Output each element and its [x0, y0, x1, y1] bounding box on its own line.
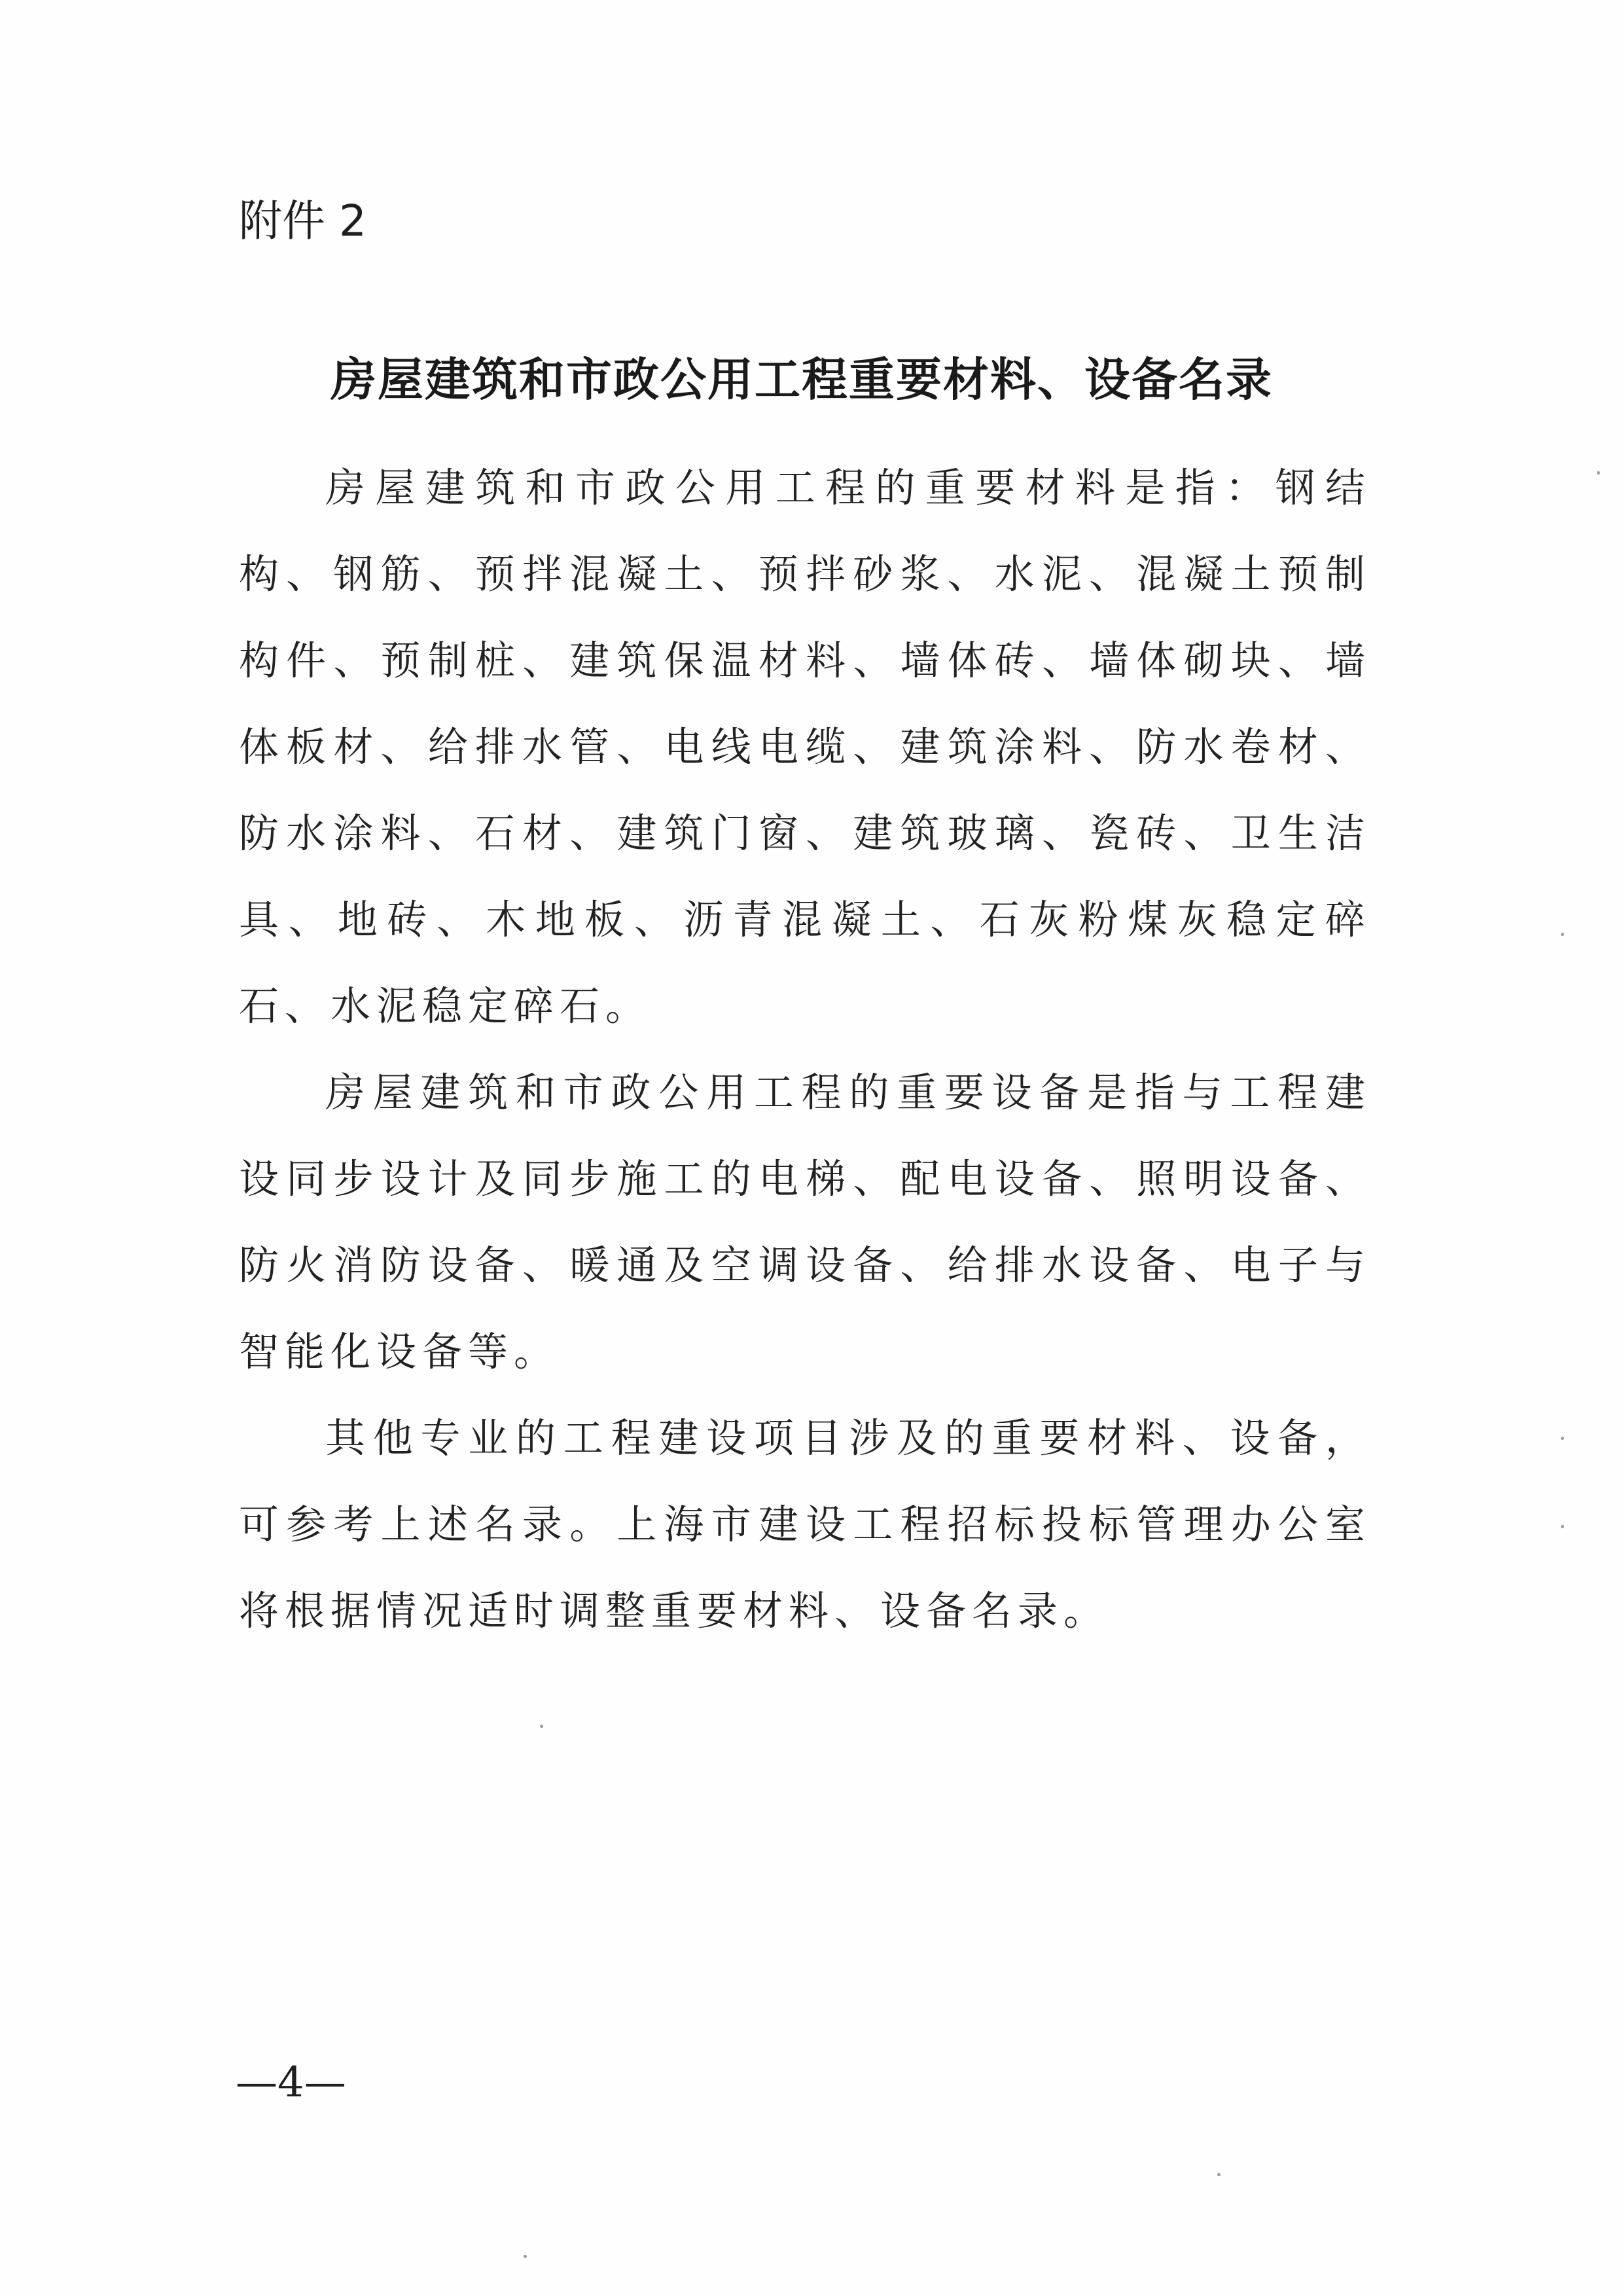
scan-speck	[1561, 1437, 1564, 1440]
page-number: —4—	[236, 2058, 346, 2107]
document-title: 房屋建筑和市政公用工程重要材料、设备名录	[330, 352, 1273, 406]
scan-speck	[1597, 471, 1600, 475]
scan-speck	[1217, 2173, 1221, 2176]
scan-speck	[524, 2255, 527, 2258]
scan-speck	[1561, 933, 1564, 936]
paragraph-other: 其他专业的工程建设项目涉及的重要材料、设备，可参考上述名录。上海市建设工程招标投标管理办公室将根据情况适时调整重要材料、设备名录。	[239, 1415, 1371, 1634]
attachment-label: 附件 2	[239, 196, 366, 246]
paragraph-materials: 房屋建筑和市政公用工程的重要材料是指：钢结构、钢筋、预拌混凝土、预拌砂浆、水泥、混凝土预制构件、预制桩、建筑保温材料、墙体砖、墙体砌块、墙体板材、给排水管、电线电缆、建筑涂料、防水卷材、防水涂料、石材、建筑门窗、建筑玻璃、瓷砖、卫生洁具、地砖、木地板、沥青混凝土、石灰粉煤灰稳定碎石、水泥稳定碎石。	[239, 465, 1371, 1030]
scan-speck	[1561, 1525, 1564, 1528]
paragraph-equipment: 房屋建筑和市政公用工程的重要设备是指与工程建设同步设计及同步施工的电梯、配电设备、照明设备、防火消防设备、暖通及空调设备、给排水设备、电子与智能化设备等。	[239, 1069, 1371, 1375]
scan-speck	[540, 1725, 543, 1728]
document-body	[239, 445, 1371, 1655]
